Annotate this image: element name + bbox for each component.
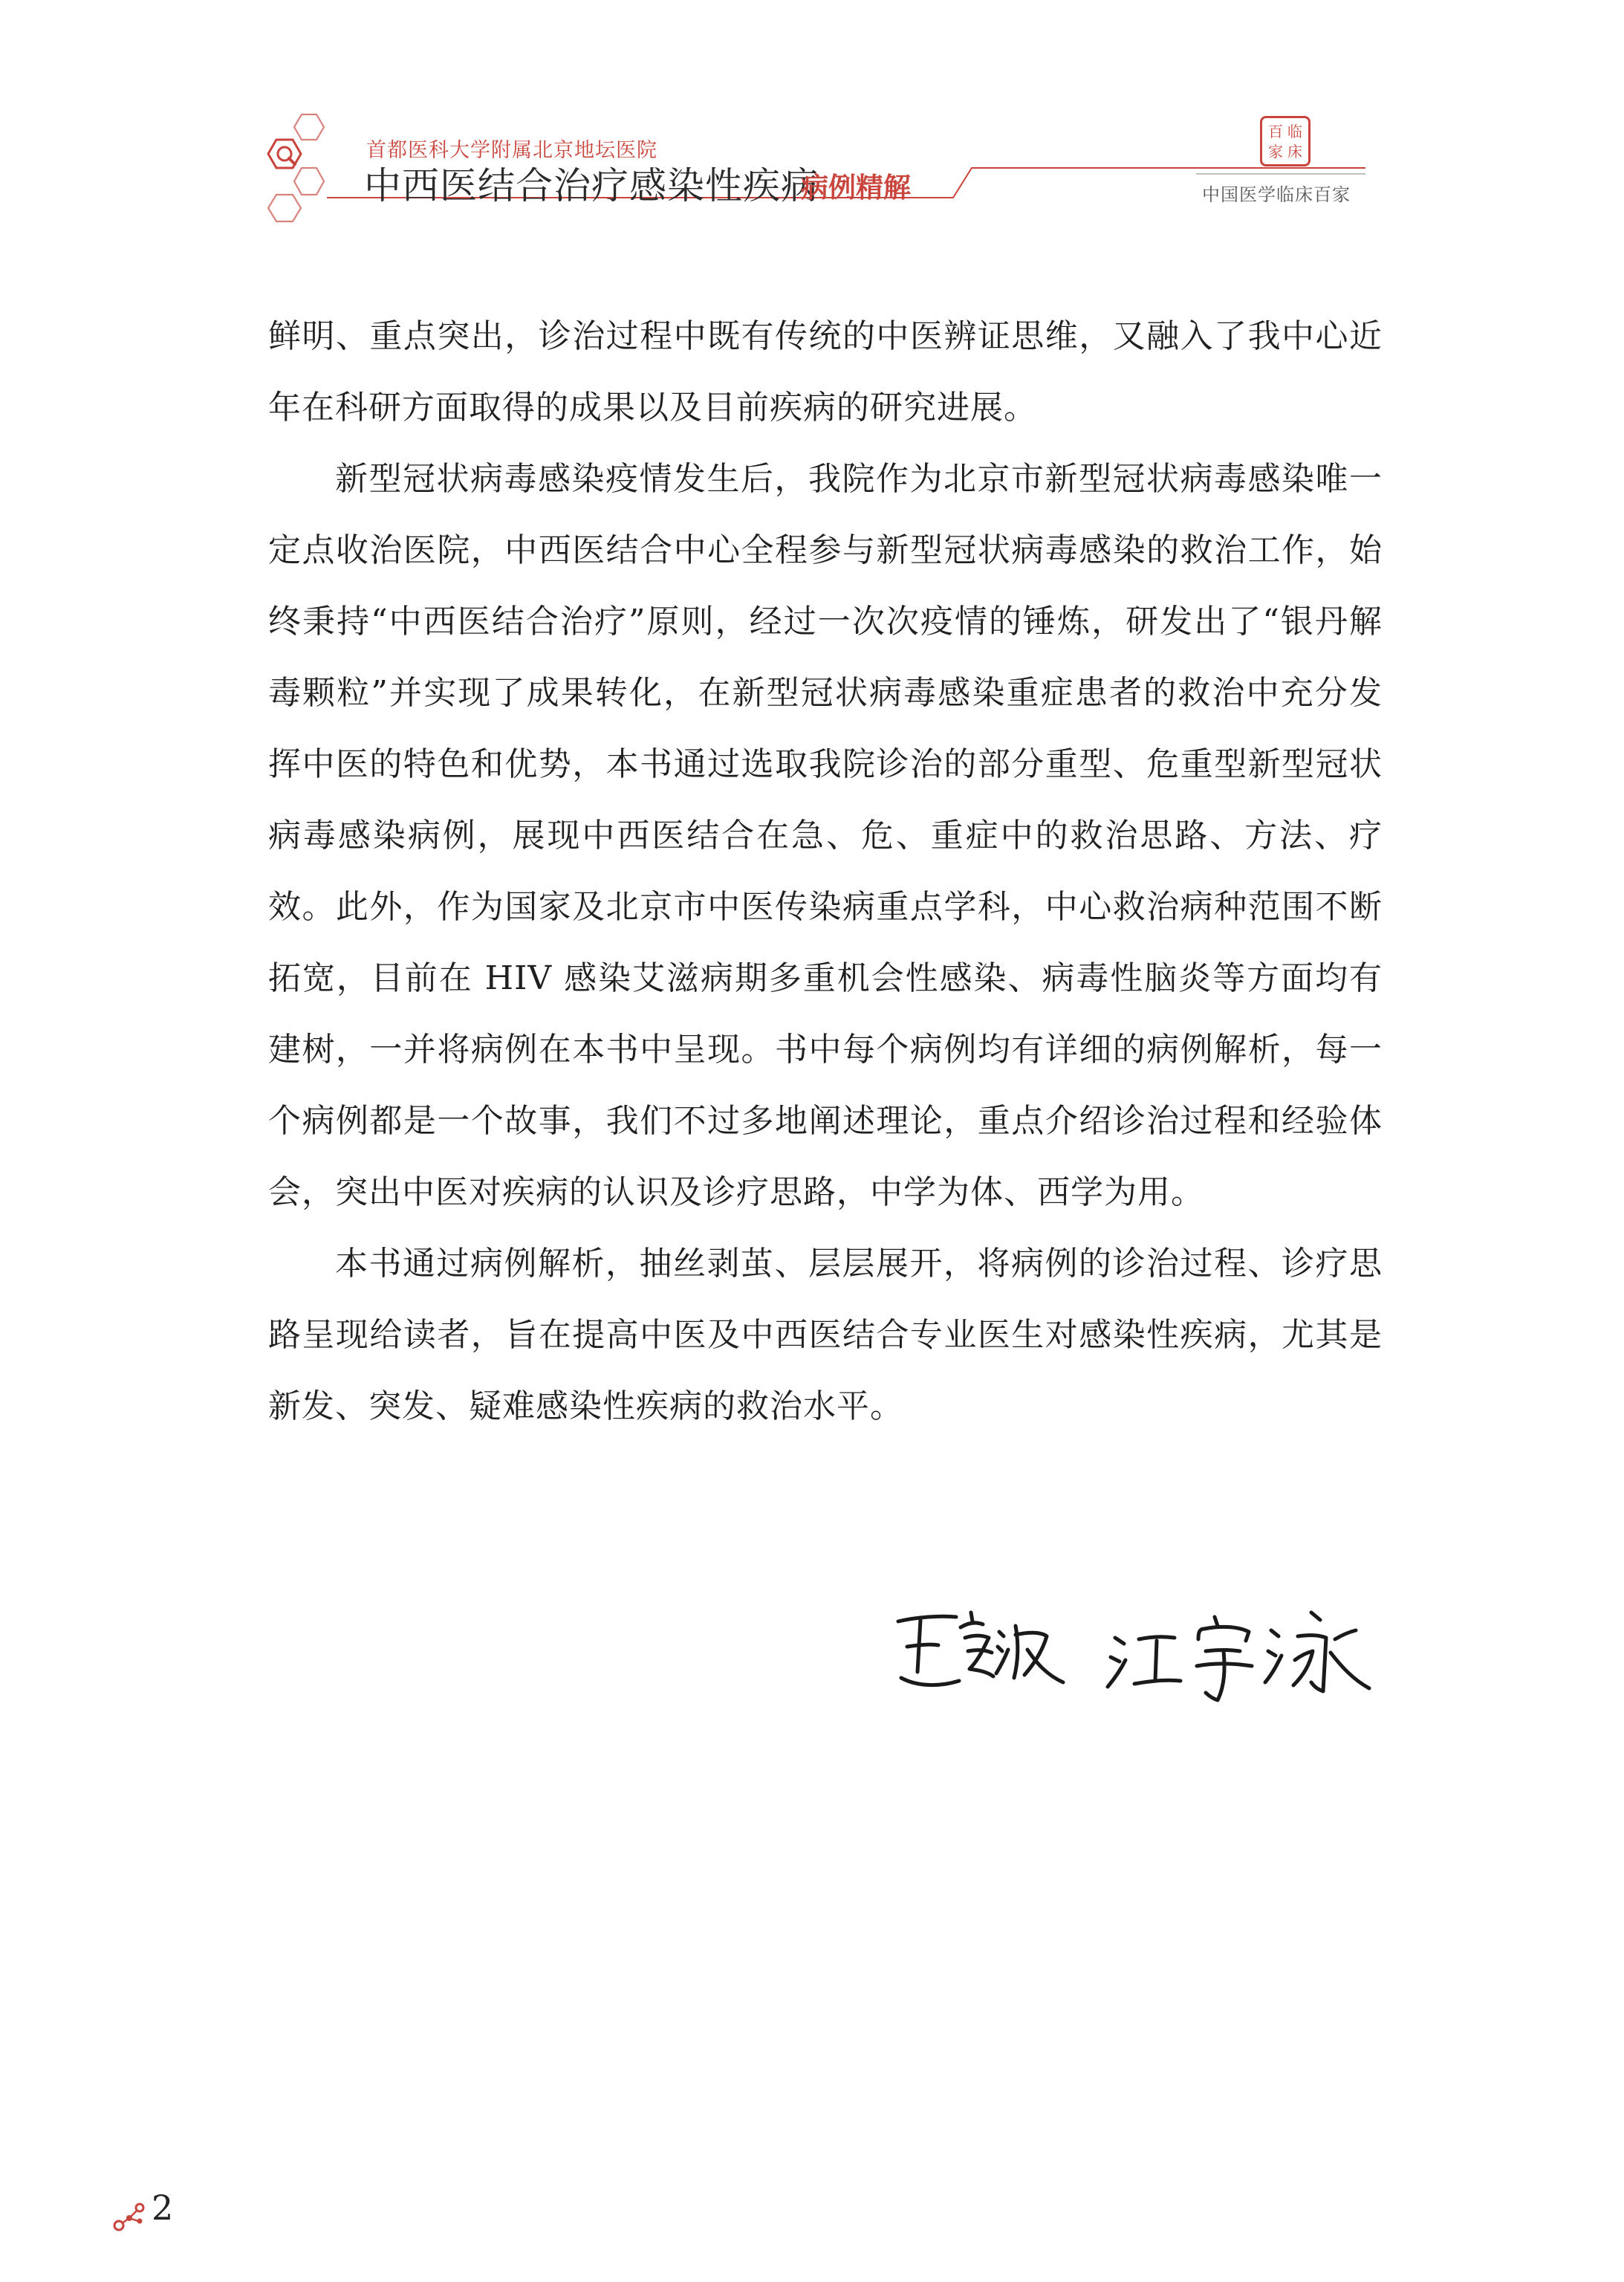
- publisher-name: 中国医学临床百家: [1202, 184, 1351, 205]
- paragraph: 本书通过病例解析，抽丝剥茧、层层展开，将病例的诊治过程、诊疗思路呈现给读者，旨在提高中医及中西医结合专业医生对感染性疾病，尤其是新发、突发、疑难感染性疾病的救治水平。: [268, 1245, 1383, 1425]
- hexagon-magnifier-icon: [260, 111, 349, 230]
- book-title: 中西医结合治疗感染性疾病: [364, 164, 819, 207]
- seal-char: 百: [1268, 122, 1283, 140]
- page-number: 2: [152, 2188, 174, 2228]
- hospital-name: 首都医科大学附属北京地坛医院: [366, 139, 657, 162]
- publisher-seal: [1260, 116, 1310, 166]
- body-text: [268, 301, 1383, 1442]
- series-label: 病例精解: [801, 172, 911, 204]
- paragraph: 新型冠状病毒感染疫情发生后，我院作为北京市新型冠状病毒感染唯一定点收治医院，中西医结合中心全程参与新型冠状病毒感染的救治工作，始终秉持“中西医结合治疗”原则，经过一次次疫情的锤炼，研发出了“银丹解毒颗粒”并实现了成果转化，在新型冠状病毒感染重症患者的救治中充分发挥中医的特色和优势，本书通过选取我院诊治的部分重型、危重型新型冠状病毒感染病例，展现中西医结合在急、危、重症中的救治思路、方法、疗效。此外，作为国家及北京市中医传染病重点学科，中心救治病种范围不断拓宽，目前在 HIV 感染艾滋病期多重机会性感染、病毒性脑炎等方面均有建树，一并将病例在本书中呈现。书中每个病例均有详细的病例解析，每一个病例都是一个故事，我们不过多地阐述理论，重点介绍诊治过程和经验体会，突出中医对疾病的认识及诊疗思路，中学为体、西学为用。: [268, 460, 1383, 1211]
- seal-char: 家: [1268, 142, 1283, 161]
- handwritten-signature: [888, 1583, 1378, 1709]
- seal-char: 床: [1287, 142, 1302, 161]
- paragraph: 鲜明、重点突出，诊治过程中既有传统的中医辨证思维，又融入了我中心近年在科研方面取得的成果以及目前疾病的研究进展。: [268, 317, 1383, 427]
- molecule-icon: [110, 2197, 147, 2234]
- seal-char: 临: [1287, 122, 1302, 140]
